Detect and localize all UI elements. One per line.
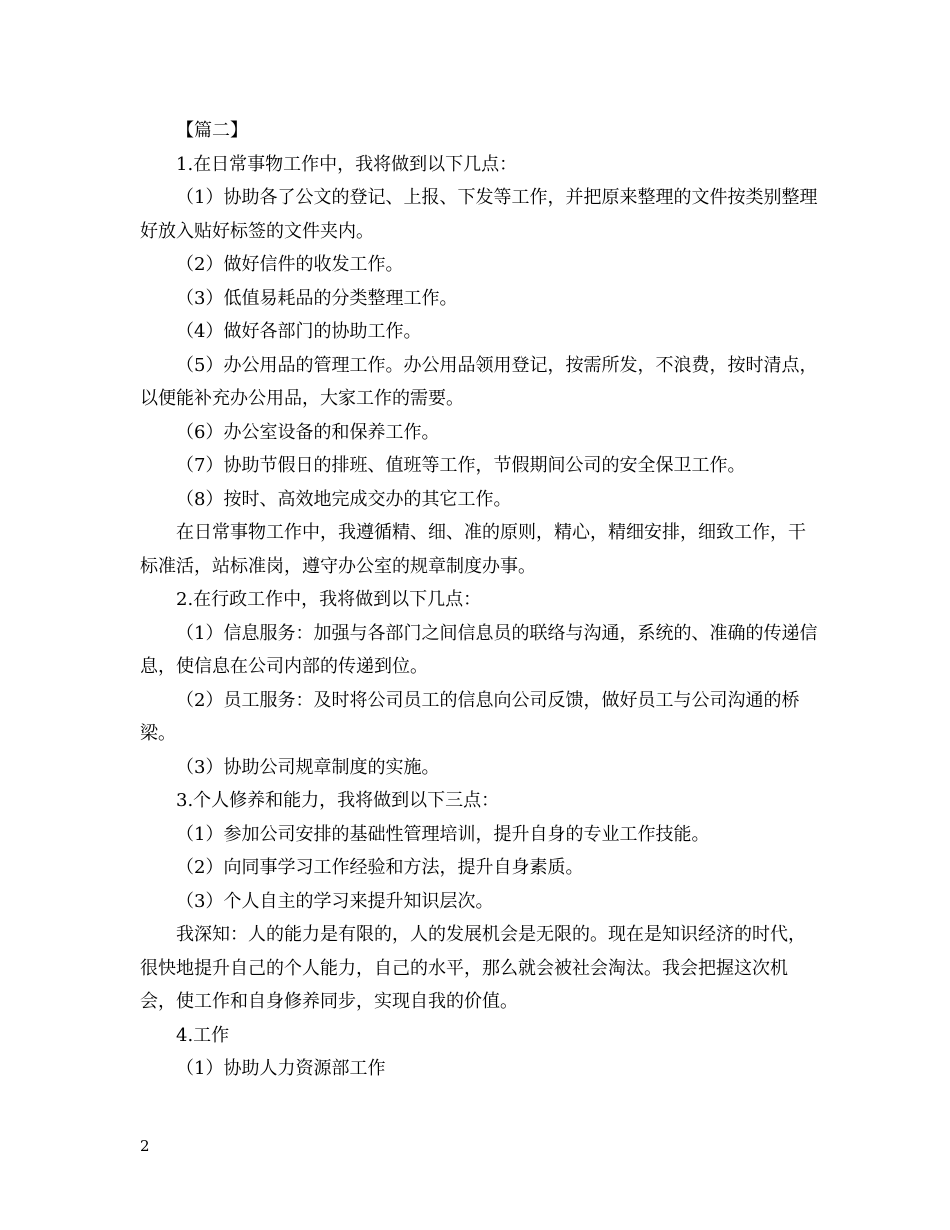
paragraph: 1.在日常事物工作中，我将做到以下几点： (176, 153, 518, 175)
paragraph: （4）做好各部门的协助工作。 (176, 321, 422, 342)
paragraph: （2）向同事学习工作经验和方法，提升自身素质。 (176, 857, 584, 878)
paragraph: （3）个人自主的学习来提升知识层次。 (176, 890, 494, 912)
section-heading: 【篇二】 (176, 120, 248, 141)
paragraph: （1）参加公司安排的基础性管理培训，提升自身的专业工作技能。 (176, 823, 710, 845)
paragraph: （2）做好信件的收发工作。 (176, 254, 404, 275)
page-number: 2 (140, 1137, 150, 1155)
paragraph: （1）信息服务：加强与各部门之间信息员的联络与沟通，系统的、准确的传递信息，使信息在公司内部的传递到位。 (140, 622, 818, 677)
paragraph: （8）按时、高效地完成交办的其它工作。 (176, 488, 512, 510)
paragraph: （1）协助各了公文的登记、上报、下发等工作，并把原来整理的文件按类别整理好放入贴好标签的文件夹内。 (140, 187, 818, 242)
paragraph: （7）协助节假日的排班、值班等工作，节假期间公司的安全保卫工作。 (176, 455, 746, 476)
paragraph: 3.个人修养和能力，我将做到以下三点： (176, 790, 500, 811)
paragraph: （6）办公室设备的和保养工作。 (176, 421, 440, 443)
paragraph: 我深知：人的能力是有限的，人的发展机会是无限的。现在是知识经济的时代，很快地提升自己的个人能力，自己的水平，那么就会被社会淘汰。我会把握这次机会，使工作和自身修养同步，实现自我的价值。 (140, 924, 806, 1012)
paragraph: 在日常事物工作中，我遵循精、细、准的原则，精心，精细安排，细致工作，干标准活，站标准岗，遵守办公室的规章制度办事。 (140, 522, 806, 577)
paragraph: 2.在行政工作中，我将做到以下几点： (176, 589, 482, 610)
paragraph: （5）办公用品的管理工作。办公用品领用登记，按需所发，不浪费，按时清点，以便能补充办公用品，大家工作的需要。 (140, 354, 818, 409)
paragraph: （3）协助公司规章制度的实施。 (176, 756, 440, 778)
paragraph: （3）低值易耗品的分类整理工作。 (176, 287, 458, 309)
paragraph: （1）协助人力资源部工作 (176, 1058, 386, 1079)
document-body (140, 114, 820, 1086)
paragraph: （2）员工服务：及时将公司员工的信息向公司反馈，做好员工与公司沟通的桥梁。 (140, 689, 800, 744)
paragraph: 4.工作 (176, 1024, 230, 1046)
